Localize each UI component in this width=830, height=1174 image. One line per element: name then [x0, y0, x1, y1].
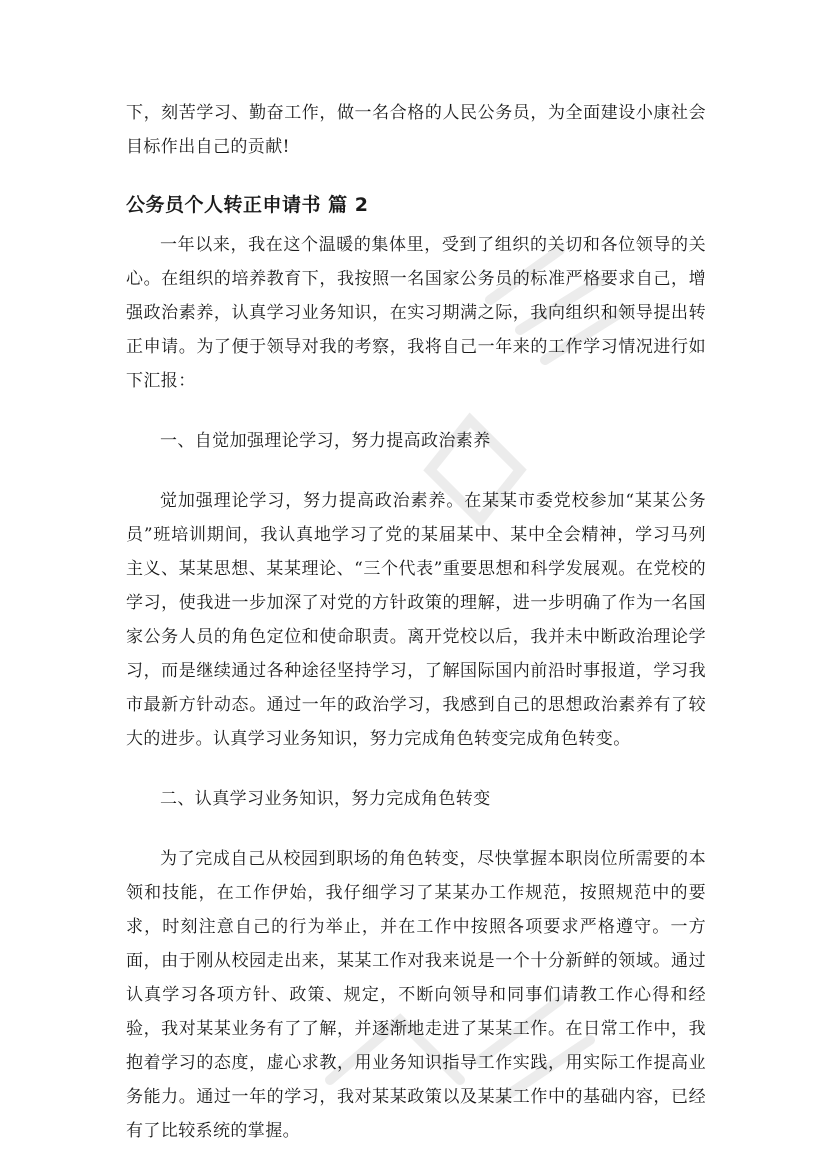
section1-body: 觉加强理论学习，努力提高政治素养。在某某市委党校参加“某某公务员”班培训期间，我认真地学习了党的某届某中、某中全会精神，学习马列主义、某某思想、某某理论、“三个代表”重要思想和科学发展观。在党校的学习，使我进一步加深了对党的方针政策的理解，进一步明确了作为一名国家公务人员的角色定位和使命职责。离开党校以后，我并未中断政治理论学习，而是继续通过各种途径坚持学习，了解国际国内前沿时事报道，学习我市最新方针动态。通过一年的政治学习，我感到自己的思想政治素养有了较大的进步。认真学习业务知识，努力完成角色转变完成角色转变。 [126, 491, 706, 749]
section2-title: 二、认真学习业务知识，努力完成角色转变 [160, 789, 491, 809]
section-heading: 公务员个人转正申请书 篇 2 [126, 194, 369, 216]
document-body [126, 96, 706, 1148]
opening-paragraph: 一年以来，我在这个温暖的集体里，受到了组织的关切和各位领导的关心。在组织的培养教育下，我按照一名国家公务员的标准严格要求自己，增强政治素养，认真学习业务知识，在实习期满之际，我向组织和领导提出转正申请。为了便于领导对我的考察，我将自己一年来的工作学习情况进行如下汇报： [126, 235, 706, 391]
section2-body: 为了完成自己从校园到职场的角色转变，尽快掌握本职岗位所需要的本领和技能，在工作伊始，我仔细学习了某某办工作规范，按照规范中的要求，时刻注意自己的行为举止，并在工作中按照各项要求严格遵守。一方面，由于刚从校园走出来，某某工作对我来说是一个十分新鲜的领域。通过认真学习各项方针、政策、规定，不断向领导和同事们请教工作心得和经验，我对某某业务有了了解，并逐渐地走进了某某工作。在日常工作中，我抱着学习的态度，虚心求教，用业务知识指导工作实践，用实际工作提高业务能力。通过一年的学习，我对某某政策以及某某工作中的基础内容，已经有了比较系统的掌握。 [126, 849, 706, 1141]
section1-title: 一、自觉加强理论学习，努力提高政治素养 [160, 431, 491, 451]
intro-continuation: 下，刻苦学习、勤奋工作，做一名合格的人民公务员，为全面建设小康社会目标作出自己的贡献! [126, 103, 706, 157]
